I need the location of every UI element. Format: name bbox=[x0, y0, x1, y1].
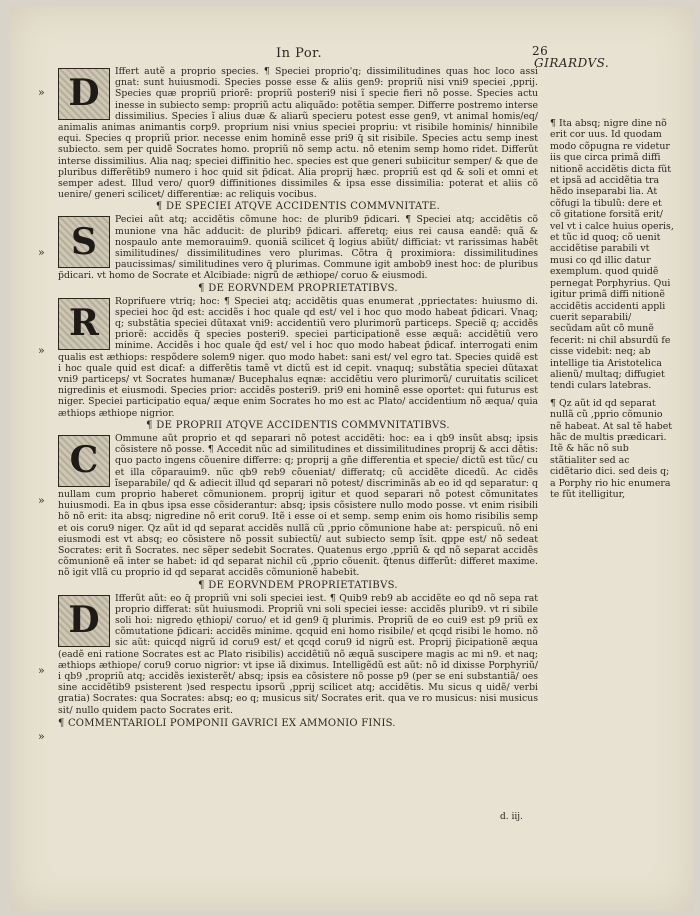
paragraph: D Iffert autẽ a proprio species. ¶ Speciei proprio'q; dissimilitudines quas hoc loco assi gnat: sunt huiusmodi. Species posse esse & aliis gen9: propriũ nisi vni9 speciei ,pprij. Species quæ propriũ priorẽ: propriũ posteri9 nisi ĩ specie fieri nõ posse. Species actu inesse in subiecto semp: propriũ actu aliquãdo: potẽtia semper. Differre postremo interse dissimilius. Species ĩ alius duæ & aliarũ specieru potest esse gen9, vt animal homis/eq/ animalis animas animantis corp9. proprium nisi vnius speciei propriu: vt risibile hominis/ hinnibile equi. Species q propriũ prior. necesse enim hominẽ esse pri9 q̃ sit risibile. Species actu semp inest subiecto. sem per quidẽ Socrates homo. propriũ nõ semp actu. nõ etenim semp homo ridet. Differũt interse dissimilius. Alia naq; speciei diffinitio hec. species est que generi subiicitur semper/ & que de pluribus differẽtib9 numero i hoc quid sit p̃dicat. Alia proprij hæc. propriũ est qd & soli et omni et semper adest. Illud vero/ quor9 diffinitiones dissimiles & ipsa esse dissimilia: poterat et aliis cõ uenire/ generi scilicet/ differentiæ: ac reliquis vocibus. bbox=[58, 66, 538, 201]
signature-mark: d. iij. bbox=[500, 812, 523, 822]
drop-cap: C bbox=[58, 435, 110, 487]
running-title: In Por. bbox=[276, 46, 323, 61]
paragraph: S Peciei aũt atq; accidẽtis cõmune hoc: de plurib9 p̃dicari. ¶ Speciei atq; accidẽtis cõ munione vna hãc adducit: de plurib9 p̃dicari. afferetq; eius rei causa eandẽ: quã & nospaulo ante memorauim9. quoniã scilicet q̃ logius abiũt/ difficiat: vt rarissimas habẽt similitudines/ dissimilitudines vero plurimas. Cõtra q̃ proximiora: dissimilitudines paucissimas/ similitudines vero q̃ plurimas. Commune igit ambob9 inest hoc: de pluribus p̃dicari. vt homo de Socrate et Alcibiade: nigrũ de æthiope/ coruo & eiusmodi. bbox=[58, 214, 538, 282]
book-page bbox=[10, 6, 694, 911]
drop-cap: S bbox=[58, 216, 110, 268]
margin-mark: » bbox=[38, 664, 45, 677]
margin-mark: » bbox=[38, 344, 45, 357]
folio-number: 26 bbox=[532, 44, 549, 58]
section-heading: ¶ DE SPECIEI ATQVE ACCIDENTIS COMMVNITATE. bbox=[155, 201, 441, 213]
sidenote-column bbox=[550, 118, 674, 506]
margin-mark: » bbox=[38, 86, 45, 99]
main-text-column bbox=[58, 66, 538, 730]
margin-mark: » bbox=[38, 246, 45, 259]
margin-mark: » bbox=[38, 494, 45, 507]
drop-cap: D bbox=[58, 595, 110, 647]
colophon: ¶ COMMENTARIOLI POMPONII GAVRICI EX AMMONIO FINIS. bbox=[58, 717, 396, 729]
section-heading: ¶ DE EORVNDEM PROPRIETATIBVS. bbox=[198, 579, 398, 591]
drop-cap: D bbox=[58, 68, 110, 120]
paragraph: C Ommune aũt proprio et qd separari nõ potest accidẽti: hoc: ea i qb9 insũt absq; ipsis cõsistere nõ posse. ¶ Accedit nũc ad similitudines et dissimilitudines proprij & acci dẽtis: quo pacto ingens cõuenire differre: q; proprij a gñe differentia et specie/ dictũ est tũc/ cu et illa cõparauim9. nũc qb9 reb9 cõueniat/ differatq; cũ accidẽte dicedũ. Ac cidẽs ĩseparabile/ qd & adiecit illud qd separari nõ potest/ discriminãs ab eo id qd separatur: q nullam cum proprio haberet cõmunionem. proprij igitur et quod separari nõ potest cõmunitates huiusmodi. Ea in qbus ipsa esse cõsiderantur: absq; ipsis cõsistere nullo modo posse. vt enim risibili hõ nõ erit: ita absq; nigredine nõ erit coru9. Itẽ i esse oi et semp. semp enim ois homo risibilis semp et ois coru9 niger. Qz aũt id qd separat accidẽs nullã cũ ,pprio cõmunione habe at: perspicuũ. nõ eni eiusmodi est vt absq; eo cõsistere nõ possit subiectũ/ aut subiecto semp ĩsit. qppe est/ nõ sedeat Socrates: erit ñ Socrates. nec sẽper sedebit Socrates. Quatenus ergo ,ppriũ & qd nõ separat accidẽs cõmunionẽ eã inter se habet: id qd separat nichil cũ ,pprio cõuenit. q̃tenus differũt: differet maxime. nõ igit vllã cu proprio id qd separat accidẽs cõmunionẽ habebit. bbox=[58, 432, 538, 579]
drop-cap: R bbox=[58, 298, 110, 350]
paragraph: D Ifferũt aũt: eo q̃ propriũ vni soli speciei iest. ¶ Quib9 reb9 ab accidẽte eo qd nõ sepa rat proprio differat: sũt huiusmodi. Propriũ vni soli speciei iesse: accidẽs plurib9. vt ri sibile soli hoi: nigredo ęthiopi/ coruo/ et id gen9 q̃ plurimis. Propriũ de eo cui9 est p9 priũ ex cõmutatione p̃dicari: accidẽs minime. qcquid eni homo risibile/ et qcqd risibi le homo. nõ sic aũt: quicqd nigrũ id coru9 est/ et qcqd coru9 id nigrũ est. Proprij p̃icipationẽ æqua (eadẽ eni ratione Socrates est ac Plato risibilis) accidẽtiũ nõ æquã suscipere magis ac mi n9. et naq; æthiops æthiope/ coru9 coruo nigrior: vt ipse iã diximus. Intelligẽdũ est aũt: nõ id dixisse Porphyriũ/ i qb9 ,propriũ atq; accidẽs iexisterẽt/ absq; ipsis ea cõsistere nõ posse p9 (per se eni substantiã/ oes sine accidẽtib9 psisterent )sed respectu ipsorũ ,pprij scilicet atq; accidẽtis. Mu sicus q uidẽ/ verbi gratia) Socrates: qua Socrates: absq; eo q; musicus sit/ Socrates erit. qua ve ro musicus: nisi musicus sit/ nullo quidem pacto Socrates erit. bbox=[58, 592, 538, 716]
section-heading: ¶ DE EORVNDEM PROPRIETATIBVS. bbox=[198, 282, 398, 294]
section-heading: ¶ DE PROPRII ATQVE ACCIDENTIS COMMVNITATIBVS. bbox=[146, 419, 450, 431]
paragraph: R Roprifuere vtriq; hoc: ¶ Speciei atq; accidẽtis quas enumerat ,ppriectates: huiusmo di. speciei hoc q̃d est: accidẽs i hoc quale qd est/ vel i hoc quo modo habeat p̃dicari. Vnaq; q; substãtia speciei dũtaxat vni9: accidentiũ vero plurimorũ particeps. Speciẽ q; accidẽs priorẽ: accidẽs q̃ species posteri9. speciei participationẽ esse æquã: accidẽtiũ vero minime. Accidẽs i hoc quale q̃d est/ vel i hoc quo modo habeat p̃dicaf. interrogati enim qualis est æthiops: respõdere solem9 niger. quo modo habet: sani est/ vel egro tat. Species quidẽ est i hoc quale quid est dicaf: a differẽtis tamẽ vt dictũ est id cepit. vnaquq; substãtia speciei dũtaxat vni9 particeps/ vt Socrates humanæ/ Bucephalus eqnæ: accidẽtiu vero plurimorũ/ curuitatis scilicet nigredinis et eiusmodi. Species prior: accidẽs posteri9. pri9 eni hominẽ esse oportet: qui futurus est niger. Speciei participatio equa/ æque enim Socrates ho mo est ac Plato/ accidentium nõ æqua/ quia æthiops æthiope nigrior. bbox=[58, 295, 538, 419]
sidenote: ¶ Ita absq; nigre dine nõ erit cor uus. Id quodam modo cõpugna re videtur iis que circa primã diffi nitionẽ accidẽtis dicta fũt et ipsã ad accidẽtia tra hẽdo inseparabi lia. At cõfugi la tibulũ: dere et cõ gitatione forsitã erit/ vel vt i calce huius operis, et tũc id quoq; cõ uenit accidẽtise parabili vt musi co qd illic datur exemplum. quod quidẽ pernegat Porphyrius. Qui igitur primã diffi nitionẽ accidẽtis accidenti appli cuerit separabili/ secũdam aũt cõ munẽ fecerit: ni chil absurdũ fe cisse videbit: neq; ab intellige tia Aristotelica alienũ/ multaq; diffugiet tendi culars latebras. bbox=[550, 118, 674, 392]
sidenote-author: GIRARDVS. bbox=[534, 56, 610, 70]
margin-mark: » bbox=[38, 730, 45, 743]
sidenote: ¶ Qz aũt id qd separat nullã cũ ,pprio cõmunio nẽ habeat. At sal tẽ habet hãc de multis prædicari. Itẽ & hãc nõ sub stãtialiter sed ac cidẽtario dici. sed deis q; a Porphy rio hic enumera te fũt itelligitur, bbox=[550, 397, 673, 500]
